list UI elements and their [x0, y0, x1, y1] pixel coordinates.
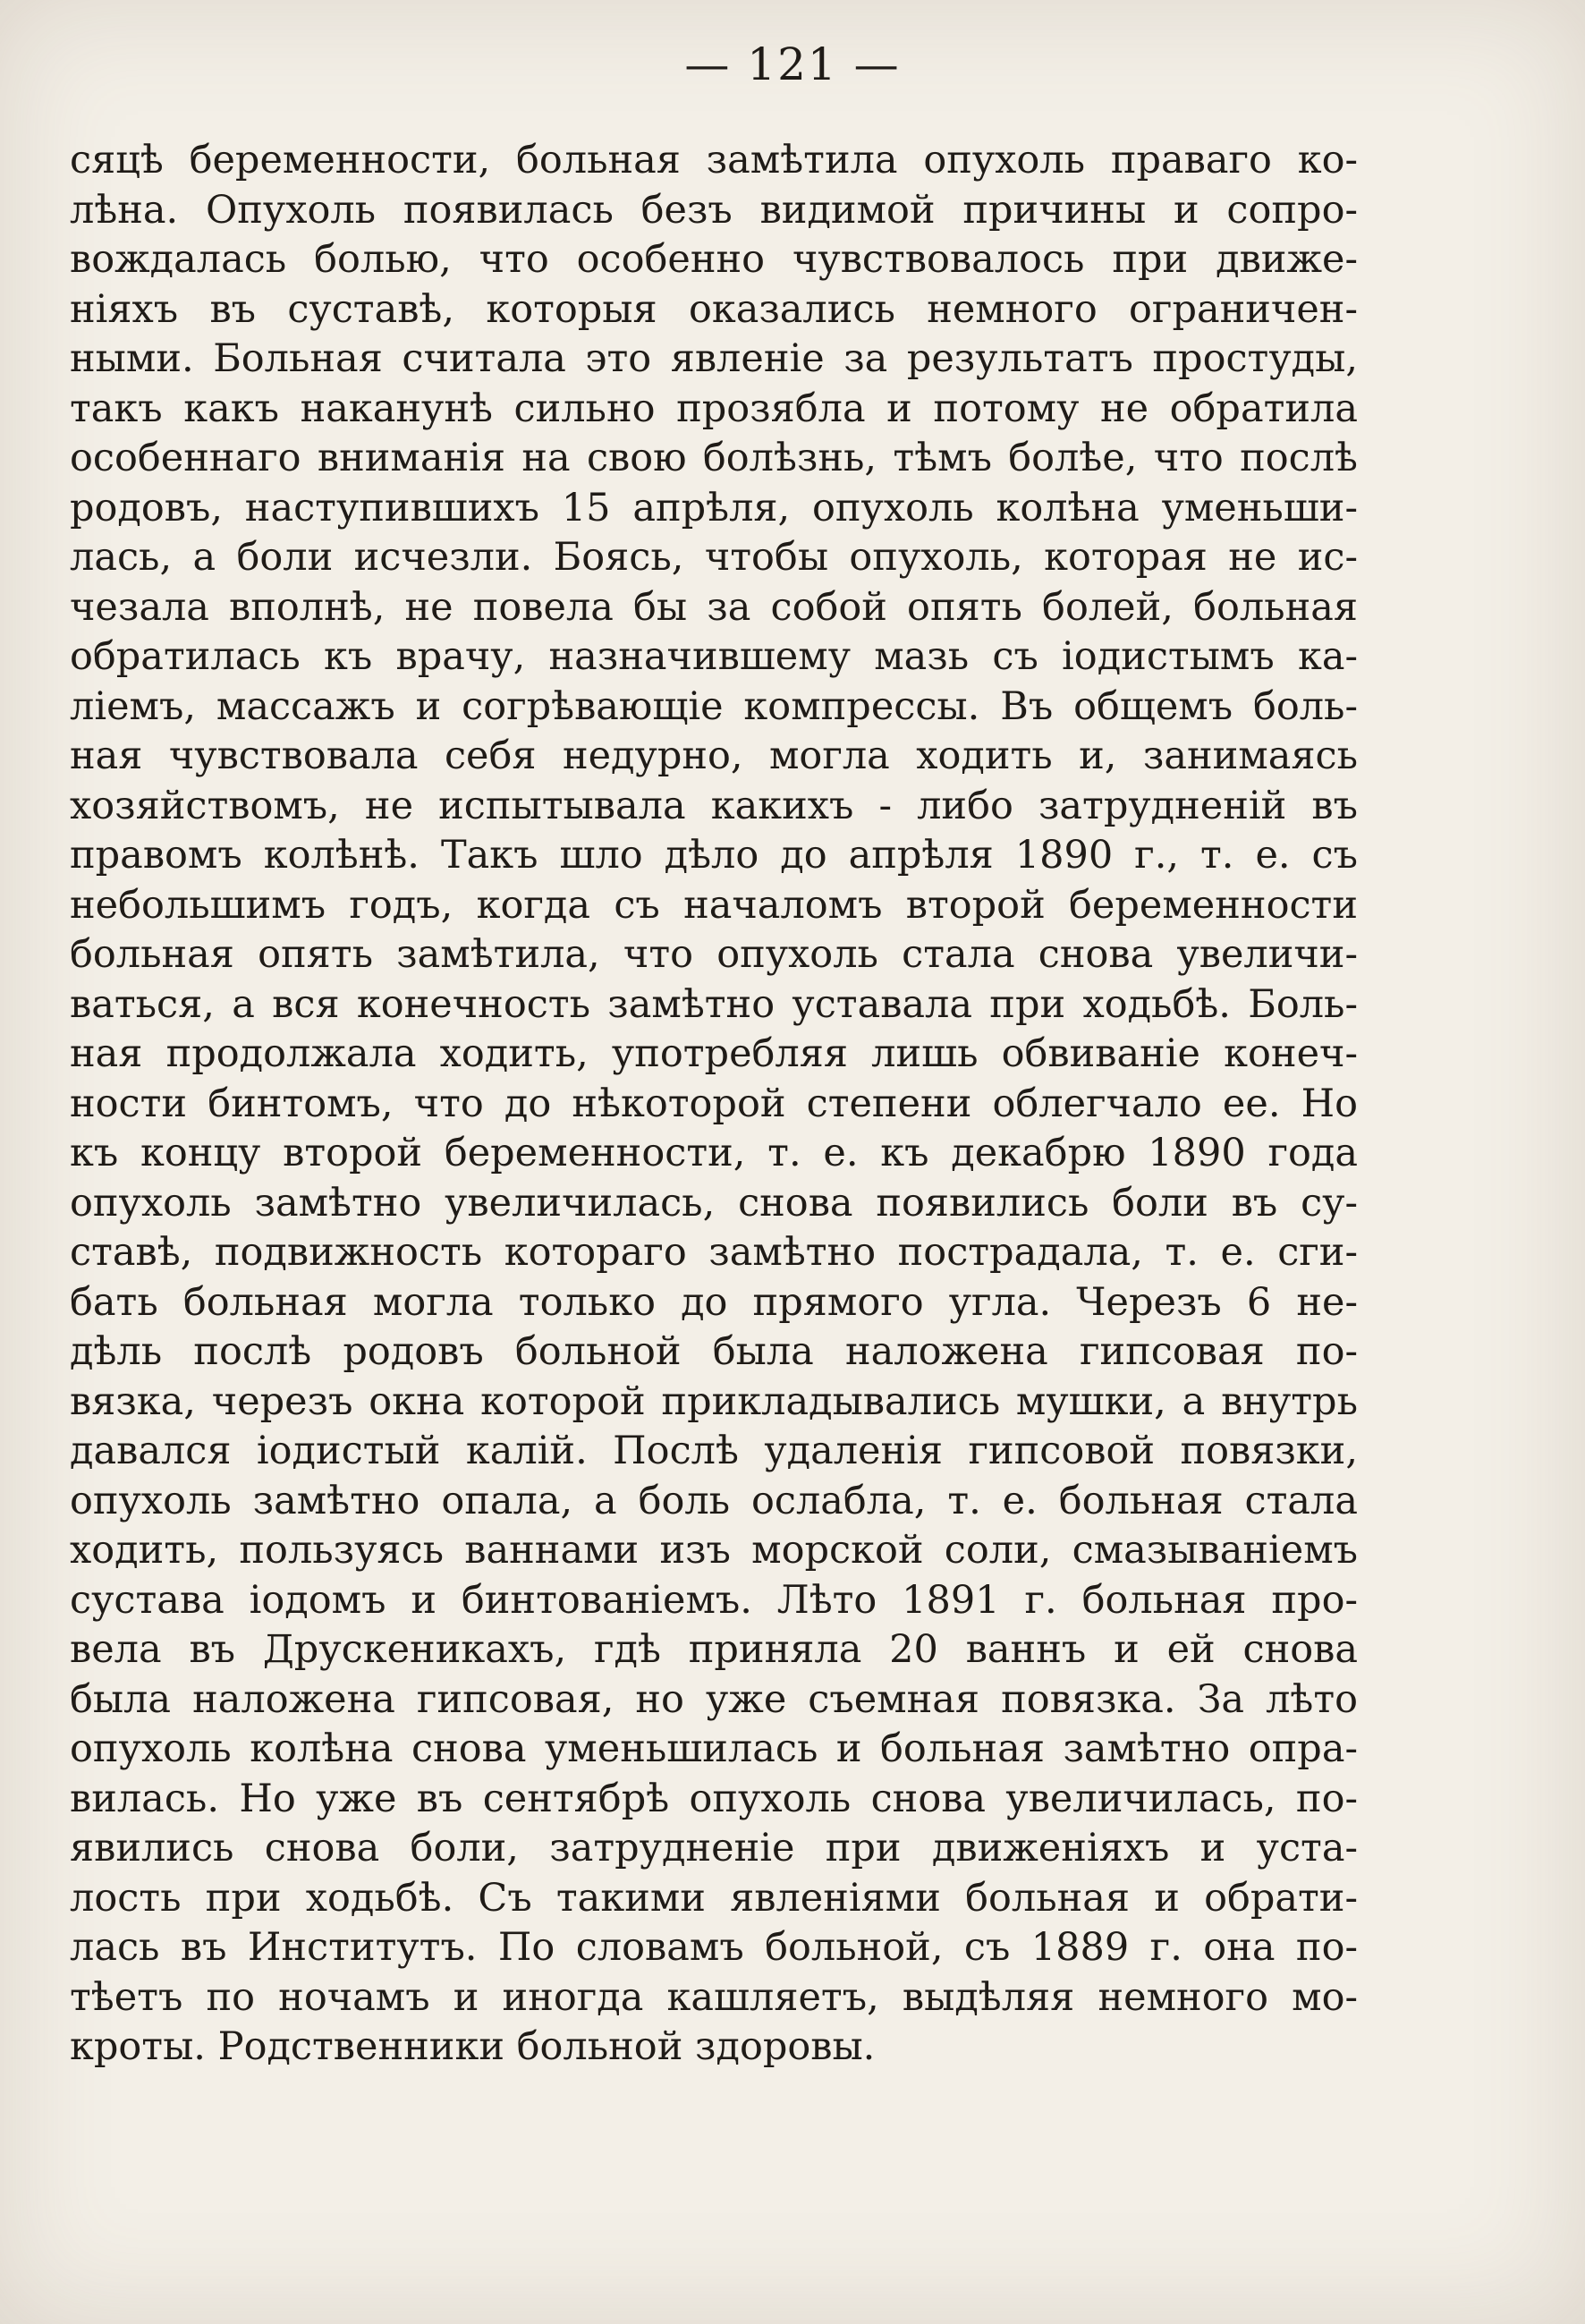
text-line: ставѣ, подвижность котораго замѣтно пострадала, т. е. сги-	[70, 1230, 1358, 1275]
text-line: такъ какъ наканунѣ сильно прозябла и потому не обратила	[70, 386, 1358, 431]
text-line: лась, а боли исчезли. Боясь, чтобы опухоль, которая не ис-	[70, 535, 1358, 580]
text-line: вождалась болью, что особенно чувствовалось при движе-	[70, 237, 1358, 282]
text-line: сустава іодомъ и бинтованіемъ. Лѣто 1891 г. больная про-	[70, 1577, 1358, 1623]
text-line: давался іодистый калій. Послѣ удаленія гипсовой повязки,	[70, 1429, 1358, 1473]
text-line: вилась. Но уже въ сентябрѣ опухоль снова увеличилась, по-	[70, 1776, 1358, 1821]
text-line: хозяйствомъ, не испытывала какихъ - либо затрудненій въ	[70, 783, 1358, 828]
text-line: сяцѣ беременности, больная замѣтила опухоль праваго ко-	[70, 138, 1358, 182]
text-line: лость при ходьбѣ. Съ такими явленіями больная и обрати-	[70, 1875, 1358, 1921]
text-line: ности бинтомъ, что до нѣкоторой степени облегчало ее. Но	[70, 1081, 1358, 1126]
text-line: вела въ Друскеникахъ, гдѣ приняла 20 ваннъ и ей снова	[70, 1627, 1358, 1672]
text-line: обратилась къ врачу, назначившему мазь съ іодистымъ ка-	[70, 634, 1358, 679]
text-line: ная чувствовала себя недурно, могла ходить и, занимаясь	[70, 734, 1358, 778]
text-line: лѣна. Опухоль появилась безъ видимой причины и сопро-	[70, 187, 1358, 233]
text-line: ходить, пользуясь ваннами изъ морской соли, смазываніемъ	[70, 1528, 1358, 1573]
text-line: опухоль колѣна снова уменьшилась и больная замѣтно опра-	[70, 1726, 1358, 1771]
text-line: къ концу второй беременности, т. е. къ декабрю 1890 года	[70, 1131, 1358, 1175]
text-line: особеннаго вниманія на свою болѣзнь, тѣмъ болѣе, что послѣ	[70, 436, 1358, 480]
text-line: ными. Больная считала это явленіе за результатъ простуды,	[70, 336, 1358, 381]
body-text	[70, 136, 1358, 2073]
text-line: вязка, черезъ окна которой прикладывались мушки, а внутрь	[70, 1378, 1358, 1424]
text-line: дѣль послѣ родовъ больной была наложена гипсовая по-	[70, 1329, 1358, 1374]
text-line: была наложена гипсовая, но уже съемная повязка. За лѣто	[70, 1676, 1358, 1722]
text-line: ная продолжала ходить, употребляя лишь обвиваніе конеч-	[70, 1031, 1358, 1076]
text-line: правомъ колѣнѣ. Такъ шло дѣло до апрѣля 1890 г., т. е. съ	[70, 833, 1358, 878]
text-line: ніяхъ въ суставѣ, которыя оказались немного ограничен-	[70, 286, 1358, 332]
page-number: — 121 —	[684, 38, 901, 90]
text-line: лась въ Институтъ. По словамъ больной, съ 1889 г. она по-	[70, 1925, 1358, 1970]
text-line: бать больная могла только до прямого угла. Черезъ 6 не-	[70, 1279, 1358, 1325]
text-line: тѣетъ по ночамъ и иногда кашляетъ, выдѣляя немного мо-	[70, 1974, 1358, 2020]
text-line: опухоль замѣтно увеличилась, снова появились боли въ су-	[70, 1180, 1358, 1226]
text-line: ваться, а вся конечность замѣтно уставала при ходьбѣ. Боль-	[70, 981, 1358, 1027]
text-line: кроты. Родственники больной здоровы.	[70, 2024, 876, 2069]
text-line: опухоль замѣтно опала, а боль ослабла, т. е. больная стала	[70, 1478, 1358, 1523]
text-line: чезала вполнѣ, не повела бы за собой опять болей, больная	[70, 584, 1358, 630]
text-line: больная опять замѣтила, что опухоль стала снова увеличи-	[70, 932, 1358, 977]
text-line: небольшимъ годъ, когда съ началомъ второй беременности	[70, 882, 1358, 928]
text-line: родовъ, наступившихъ 15 апрѣля, опухоль колѣна уменьши-	[70, 485, 1358, 530]
text-line: явились снова боли, затрудненіе при движеніяхъ и уста-	[70, 1826, 1358, 1870]
text-line: ліемъ, массажъ и согрѣвающіе компрессы. Въ общемъ боль-	[70, 683, 1358, 729]
